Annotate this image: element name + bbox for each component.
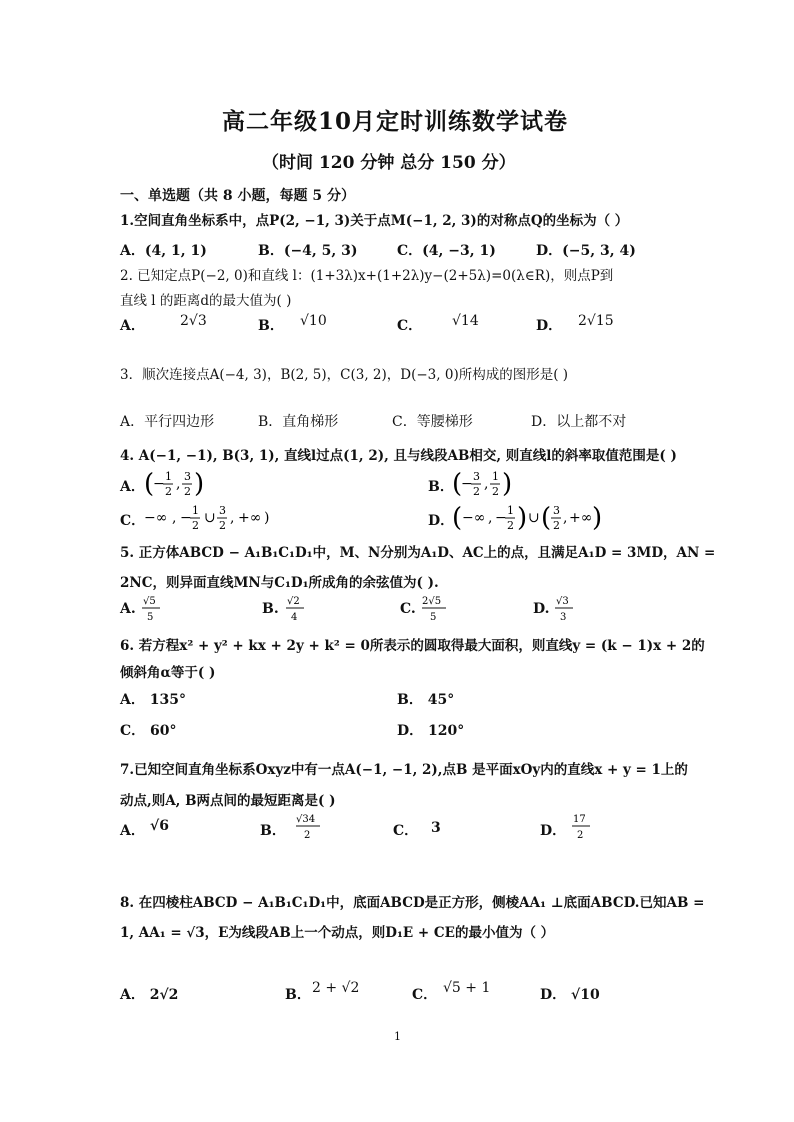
frac-num: 1: [492, 470, 499, 483]
q7-option-a-value: √6: [150, 818, 169, 834]
question-5-stem-line2: 2NC，则异面直线MN与C₁D₁所成角的余弦值为( ).: [120, 575, 439, 591]
paren-open: (: [541, 503, 552, 533]
frac-den: 2: [165, 485, 172, 498]
q7-option-c-label: C．: [393, 823, 419, 839]
comma: ,: [230, 510, 235, 526]
q2-option-b-value: √10: [300, 313, 327, 329]
q8-option-a: A． 2√2: [120, 987, 179, 1003]
union-sign: ∪: [204, 510, 216, 526]
q5-option-d-label: D.: [533, 601, 550, 617]
union-sign: ∪: [528, 510, 540, 526]
q6-option-d: D． 120°: [397, 723, 465, 739]
q7-option-d-label: D．: [540, 823, 567, 839]
q2-option-c-value: √14: [452, 313, 479, 329]
frac-num: √5: [143, 596, 156, 607]
frac-den: 4: [291, 612, 298, 623]
question-3-stem: 3．顺次连接点A(−4, 3)，B(2, 5)，C(3, 2)，D(−3, 0)所构成的图形是( ): [120, 367, 569, 383]
q2-option-d-label: D．: [536, 318, 563, 334]
frac-num: √34: [296, 814, 316, 825]
q8-option-c-label: C．: [412, 987, 438, 1003]
q8-option-c-value: √5 + 1: [443, 980, 491, 996]
q2-option-c-label: C．: [397, 318, 423, 334]
comma: ,: [563, 510, 568, 526]
q5-option-c-fraction: [420, 592, 454, 628]
paren-close: ): [517, 503, 528, 533]
q6-option-b: B． 45°: [397, 692, 455, 708]
question-6-stem-line1: 6. 若方程x² + y² + kx + 2y + k² = 0所表示的圆取得最大面积，则直线y = (k − 1)x + 2的: [120, 638, 705, 654]
q1-option-a: A．(4, 1, 1): [120, 243, 207, 259]
question-7-stem-line1: 7.已知空间直角坐标系Oxyz中有一点A(−1, −1, 2),点B 是平面xOy内的直线x + y = 1上的: [120, 762, 688, 778]
comma: ,: [176, 476, 181, 492]
q7-option-a-label: A．: [120, 823, 145, 839]
q4-option-a-math: [144, 466, 214, 502]
q2-option-a-value: 2√3: [180, 313, 207, 329]
paren-open: (: [452, 469, 463, 499]
frac-den: 5: [430, 612, 437, 623]
paren-close: ): [592, 503, 602, 533]
frac-den: 2: [219, 519, 226, 532]
question-1-stem: 1.空间直角坐标系中，点P(2, −1, 3)关于点M(−1, 2, 3)的对称点Q的坐标为（ ）: [120, 213, 629, 229]
frac-num: √3: [556, 596, 569, 607]
section-heading: 一、单选题（共 8 小题，每题 5 分）: [120, 188, 355, 204]
minus-sign: −: [153, 476, 165, 492]
q8-option-b-label: B．: [285, 987, 311, 1003]
comma: ,: [172, 510, 177, 526]
q8-option-b-value: 2 + √2: [312, 980, 360, 996]
q6-option-a: A． 135°: [120, 692, 186, 708]
frac-den: 2: [553, 519, 560, 532]
minus-sign: −: [180, 510, 192, 526]
frac-num: 2√5: [422, 596, 442, 607]
comma: ,: [488, 510, 493, 526]
paren-open: (: [144, 469, 155, 499]
minus-sign: −: [495, 510, 507, 526]
q7-option-b-label: B．: [260, 823, 286, 839]
question-6-stem-line2: 倾斜角α等于( ): [120, 665, 216, 681]
exam-subtitle: （时间 120 分钟 总分 150 分）: [262, 153, 516, 173]
q4-option-d-math: [452, 500, 602, 536]
q5-option-b-fraction: [284, 592, 314, 628]
frac-den: 2: [577, 830, 584, 841]
q1-option-d: D．(−5, 3, 4): [536, 243, 636, 259]
frac-den: 2: [492, 485, 499, 498]
q2-option-a-label: A．: [120, 318, 145, 334]
q2-option-b-label: B．: [258, 318, 284, 334]
question-7-stem-line2: 动点,则A, B两点间的最短距离是( ): [120, 793, 336, 809]
paren-open: (: [452, 503, 463, 533]
paren-close: ): [264, 510, 270, 526]
q5-option-c-label: C.: [400, 601, 416, 617]
frac-num: 1: [192, 504, 199, 517]
q5-option-b-label: B.: [262, 601, 279, 617]
frac-den: 2: [304, 830, 311, 841]
q2-option-d-value: 2√15: [578, 313, 614, 329]
frac-num: 17: [573, 814, 586, 825]
frac-den: 3: [560, 612, 567, 623]
q4-option-c-math: [144, 500, 274, 536]
q3-option-d: D．以上都不对: [531, 414, 627, 430]
q4-option-b-label: B．: [428, 479, 454, 495]
neg-infinity: −∞: [144, 510, 168, 526]
question-2-stem-line2: 直线 l 的距离d的最大值为( ): [120, 293, 292, 309]
q8-option-d: D． √10: [540, 987, 600, 1003]
question-8-stem-line2: 1, AA₁ = √3，E为线段AB上一个动点，则D₁E + CE的最小值为（ ）: [120, 925, 555, 941]
q3-option-c: C．等腰梯形: [392, 414, 473, 430]
q6-option-c: C． 60°: [120, 723, 177, 739]
frac-num: 3: [219, 504, 226, 517]
comma: ,: [484, 476, 489, 492]
q7-option-d-fraction: [570, 810, 600, 846]
pos-infinity: +∞: [569, 510, 593, 526]
frac-den: 2: [473, 485, 480, 498]
question-8-stem-line1: 8. 在四棱柱ABCD − A₁B₁C₁D₁中，底面ABCD是正方形，侧棱AA₁ ⊥底面ABCD.已知AB =: [120, 895, 705, 911]
neg-infinity: −∞: [462, 510, 486, 526]
q5-option-d-fraction: [553, 592, 583, 628]
q4-option-a-label: A．: [120, 479, 145, 495]
paren-close: ): [502, 469, 513, 499]
q7-option-b-fraction: [294, 810, 328, 846]
question-2-stem-line1: 2. 已知定点P(−2, 0)和直线 l：(1+3λ)x+(1+2λ)y−(2+5λ)=0(λ∈R)，则点P到: [120, 268, 614, 284]
frac-num: √2: [287, 596, 300, 607]
q7-option-c-value: 3: [431, 820, 441, 836]
question-4-stem: 4. A(−1, −1), B(3, 1), 直线l过点(1, 2), 且与线段AB相交, 则直线l的斜率取值范围是( ): [120, 448, 677, 464]
q3-option-a: A．平行四边形: [120, 414, 215, 430]
q1-option-b: B．(−4, 5, 3): [258, 243, 358, 259]
frac-den: 5: [147, 612, 154, 623]
q4-option-b-math: [452, 466, 522, 502]
frac-den: 2: [192, 519, 199, 532]
frac-num: 3: [553, 504, 560, 517]
q4-option-d-label: D．: [428, 513, 455, 529]
frac-num: 1: [165, 470, 172, 483]
minus-sign: −: [461, 476, 473, 492]
frac-den: 2: [184, 485, 191, 498]
question-5-stem-line1: 5. 正方体ABCD − A₁B₁C₁D₁中，M、N分别为A₁D、AC上的点，且满足A₁D = 3MD，AN =: [120, 545, 716, 561]
exam-title: 高二年级10月定时训练数学试卷: [222, 108, 569, 135]
frac-num: 3: [184, 470, 191, 483]
q5-option-a-fraction: [140, 592, 170, 628]
q4-option-c-label: C．: [120, 513, 146, 529]
pos-infinity: +∞: [238, 510, 262, 526]
frac-den: 2: [507, 519, 514, 532]
page-number: 1: [394, 1030, 401, 1043]
q5-option-a-label: A.: [120, 601, 136, 617]
q1-option-c: C．(4, −3, 1): [397, 243, 496, 259]
frac-num: 3: [473, 470, 480, 483]
paren-close: ): [194, 469, 205, 499]
frac-num: 1: [507, 504, 514, 517]
q3-option-b: B．直角梯形: [258, 414, 339, 430]
